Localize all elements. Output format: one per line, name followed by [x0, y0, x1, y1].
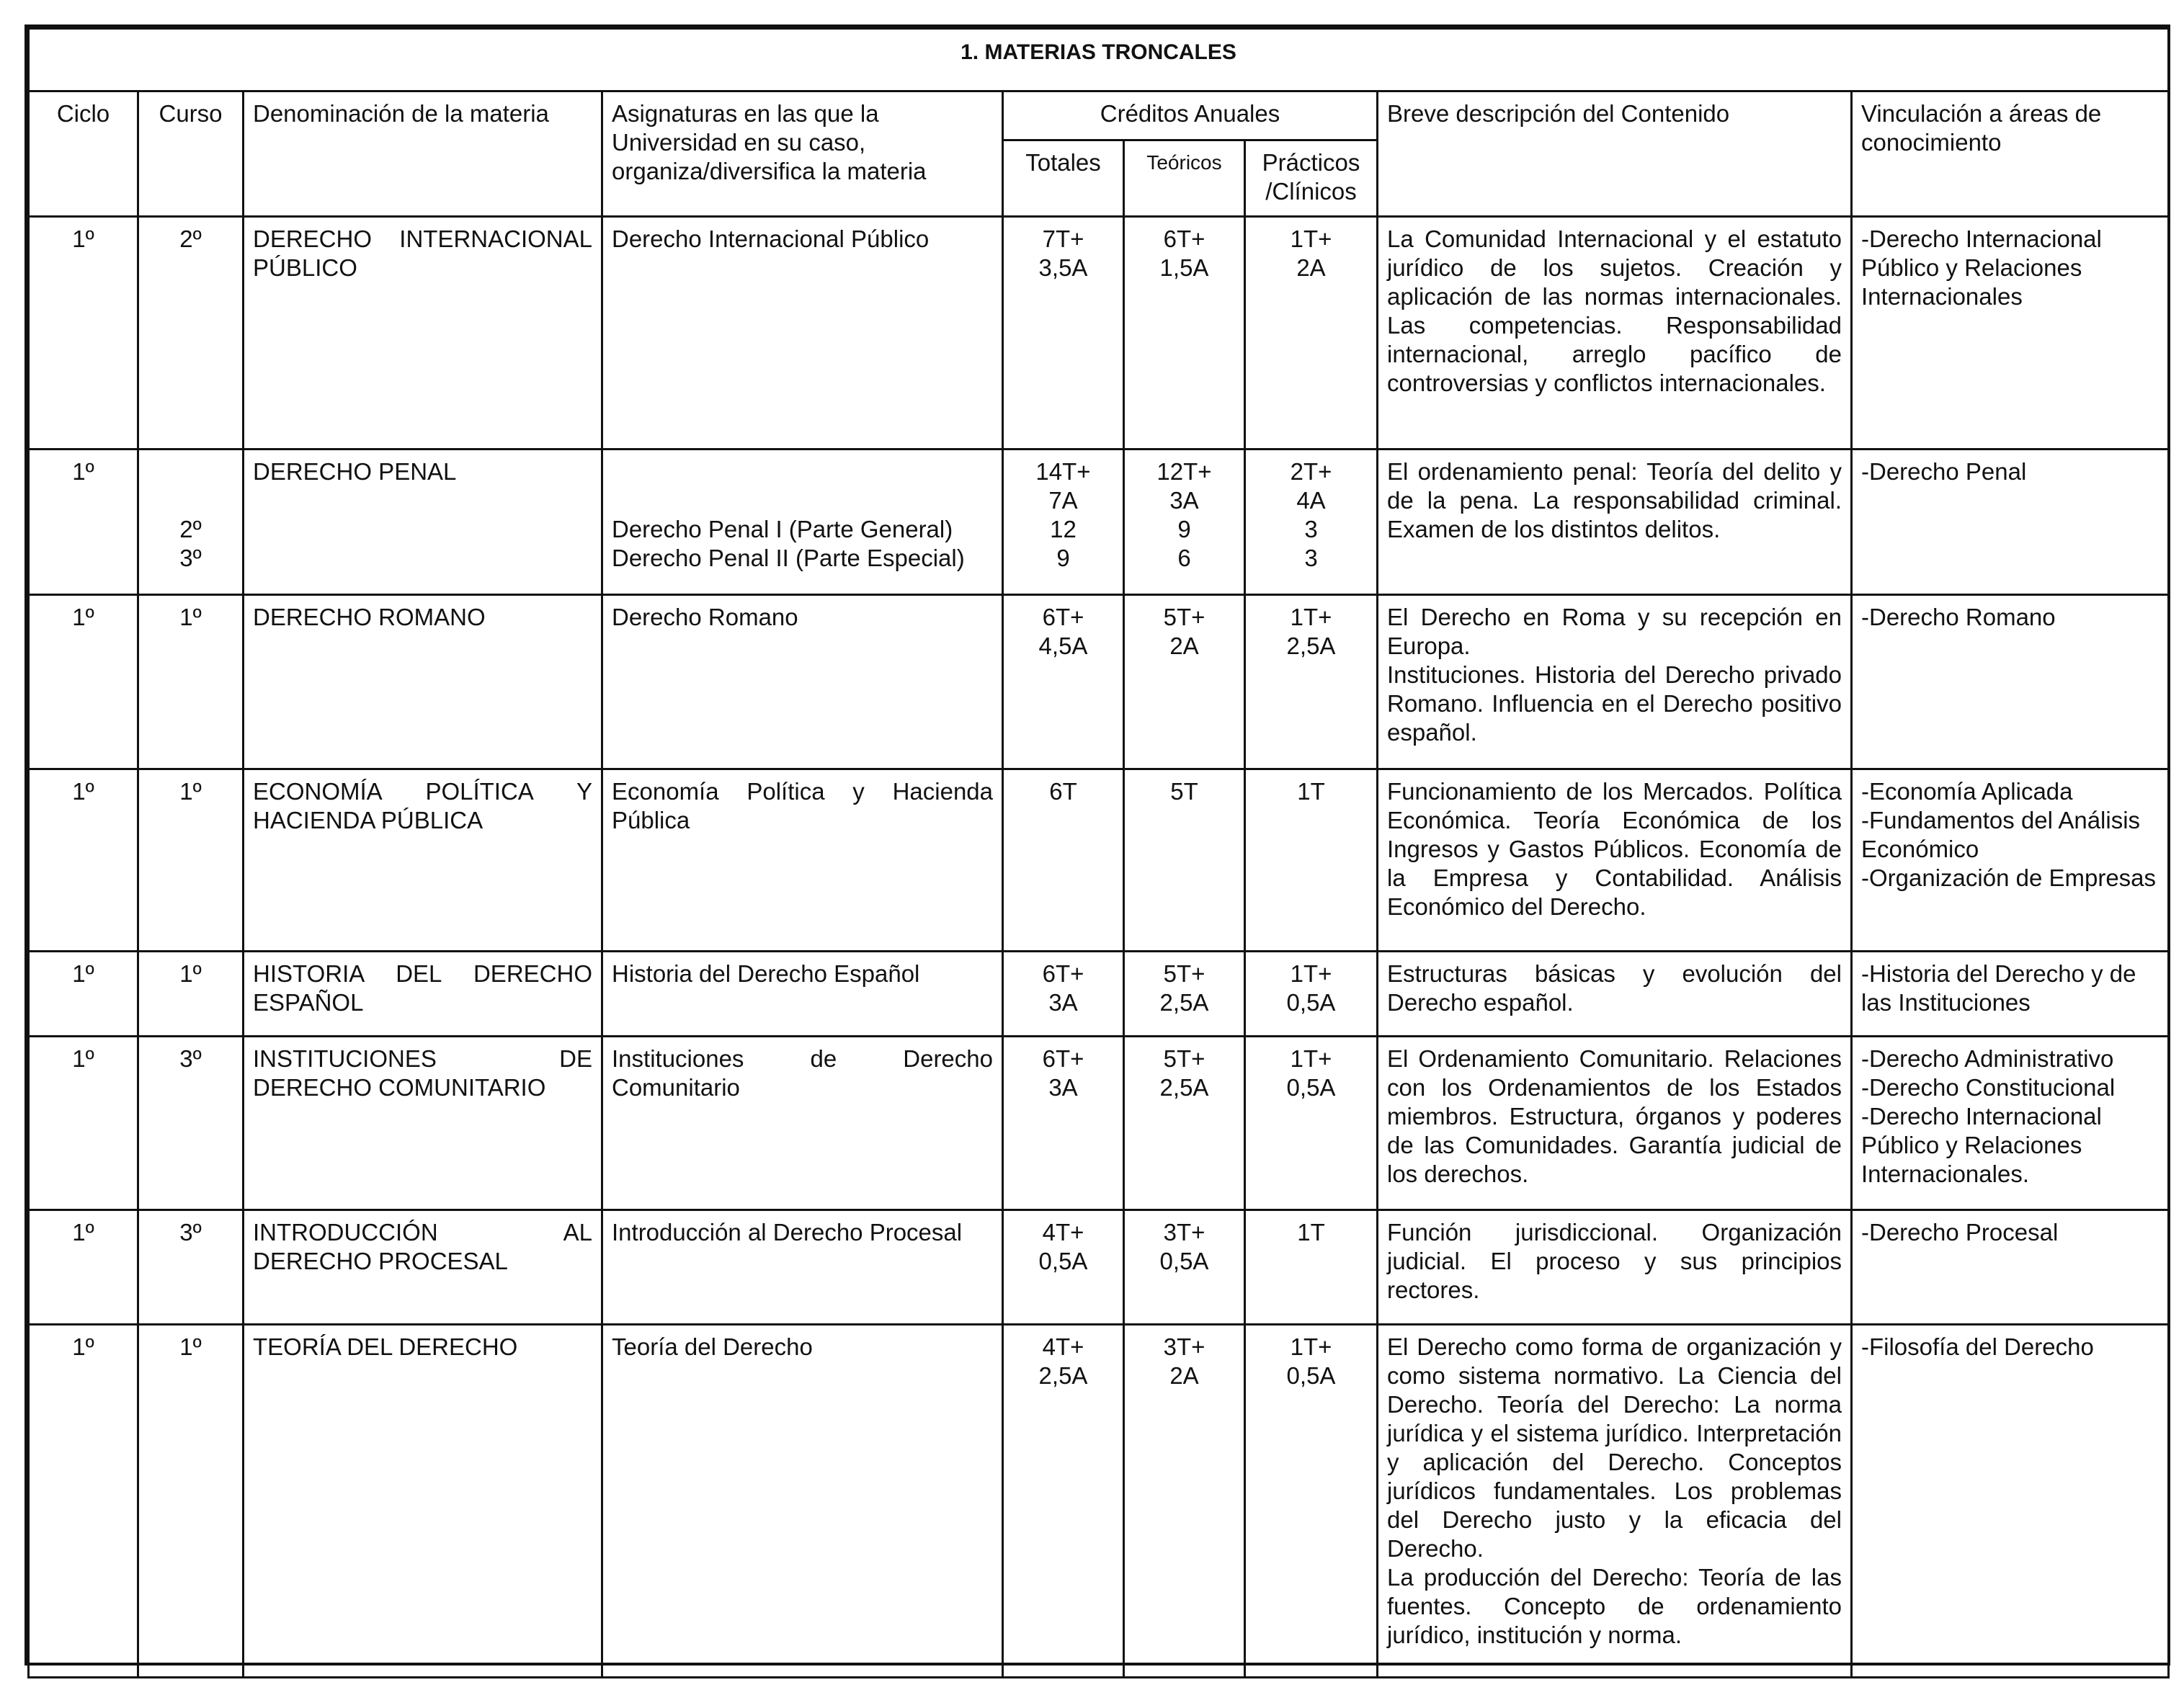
- cell-ciclo-line: 1º: [72, 1219, 94, 1246]
- cell-materia: [244, 1037, 602, 1210]
- cell-vinculacion-line: -Organización de Empresas: [1861, 864, 2157, 891]
- cell-practicos-line: 3: [1304, 545, 1318, 571]
- cell-totales-line: 0,5A: [1038, 1248, 1088, 1274]
- cell-ciclo: [29, 952, 138, 1037]
- cell-totales: [1003, 1037, 1124, 1210]
- cell-asignaturas: [602, 450, 1003, 595]
- cell-totales-line: 14T+: [1035, 458, 1091, 485]
- cell-teoricos-line: 5T: [1170, 778, 1198, 805]
- cell-descripcion: [1378, 595, 1852, 769]
- cell-vinculacion: [1852, 595, 2169, 769]
- cell-teoricos-line: 3A: [1169, 487, 1199, 514]
- cell-descripcion-line: Función jurisdiccional. Organización judicial. El proceso y sus principios rectores.: [1387, 1219, 1842, 1303]
- cell-practicos-line: 2T+: [1290, 458, 1332, 485]
- cell-totales-line: 6T+: [1042, 960, 1084, 987]
- cell-descripcion-line: El Derecho como forma de organización y como sistema normativo. La Ciencia del Derecho. Teoría del Derecho: La norma jurídica y el sistema jurídico. Interpretación y aplicación del Derecho. Conceptos jurídicos fundamentales. Los problemas del Derecho justo y la eficacia del Derecho.: [1387, 1333, 1842, 1562]
- cell-teoricos: [1124, 1210, 1245, 1325]
- cell-descripcion-line: Estructuras básicas y evolución del Derecho español.: [1387, 960, 1842, 1016]
- cell-teoricos-line: 2,5A: [1159, 1074, 1209, 1101]
- cell-vinculacion-line: -Historia del Derecho y de las Instituciones: [1861, 960, 2136, 1016]
- cell-vinculacion-line: -Derecho Penal: [1861, 458, 2027, 485]
- cell-asignaturas: [602, 769, 1003, 952]
- cell-vinculacion: [1852, 450, 2169, 595]
- cell-ciclo-line: 1º: [72, 778, 94, 805]
- cell-totales-line: 6T+: [1042, 604, 1084, 630]
- cell-practicos-line: 1T+: [1290, 1333, 1332, 1360]
- cell-totales-line: 7T+: [1042, 225, 1084, 252]
- table-row: [29, 1210, 2169, 1325]
- cell-practicos-line: 4A: [1296, 487, 1326, 514]
- cell-curso: [138, 1210, 244, 1325]
- table-row: [29, 769, 2169, 952]
- cell-ciclo: [29, 769, 138, 952]
- cell-curso-line: 1º: [179, 1333, 202, 1360]
- cell-descripcion-line: Instituciones. Historia del Derecho privado Romano. Influencia en el Derecho positivo español.: [1387, 661, 1842, 746]
- cell-ciclo-line: 1º: [72, 1045, 94, 1072]
- cell-asignaturas: [602, 1037, 1003, 1210]
- cell-asignaturas: [602, 952, 1003, 1037]
- cell-descripcion-line: El Derecho en Roma y su recepción en Europa.: [1387, 604, 1842, 659]
- cell-practicos: [1245, 217, 1378, 450]
- cell-curso: [138, 450, 244, 595]
- cell-totales-line: 9: [1056, 545, 1070, 571]
- cell-materia-line: ECONOMÍA POLÍTICA Y HACIENDA PÚBLICA: [253, 778, 592, 833]
- cell-vinculacion-line: -Filosofía del Derecho: [1861, 1333, 2094, 1360]
- cell-totales: [1003, 1210, 1124, 1325]
- cell-practicos: [1245, 595, 1378, 769]
- cell-totales-line: 3A: [1048, 1074, 1078, 1101]
- cell-totales: [1003, 450, 1124, 595]
- cell-practicos-line: 2,5A: [1286, 632, 1336, 659]
- cell-vinculacion-line: -Economía Aplicada: [1861, 778, 2073, 805]
- cell-practicos-line: 0,5A: [1286, 1362, 1336, 1389]
- cell-teoricos: [1124, 769, 1245, 952]
- cell-vinculacion-line: -Derecho Constitucional: [1861, 1074, 2116, 1101]
- header-curso: Curso: [138, 91, 244, 217]
- cell-asignaturas-line: [612, 457, 993, 486]
- cell-teoricos: [1124, 450, 1245, 595]
- cell-practicos-line: 1T: [1297, 1219, 1325, 1246]
- cell-ciclo: [29, 1037, 138, 1210]
- cell-ciclo-line: 1º: [72, 960, 94, 987]
- cell-asignaturas-line: Introducción al Derecho Procesal: [612, 1219, 963, 1246]
- cell-descripcion: [1378, 1037, 1852, 1210]
- cell-teoricos-line: 2A: [1169, 632, 1199, 659]
- cell-totales: [1003, 952, 1124, 1037]
- cell-ciclo-line: 1º: [72, 225, 94, 252]
- cell-practicos-line: 1T+: [1290, 604, 1332, 630]
- cell-materia: [244, 595, 602, 769]
- cell-descripcion: [1378, 1325, 1852, 1678]
- cell-curso-line: [148, 457, 233, 486]
- cell-ciclo: [29, 450, 138, 595]
- cell-teoricos: [1124, 952, 1245, 1037]
- cell-asignaturas-line: Derecho Romano: [612, 604, 798, 630]
- cell-materia-line: HISTORIA DEL DERECHO ESPAÑOL: [253, 960, 592, 1016]
- table-body: [29, 217, 2169, 1678]
- cell-asignaturas: [602, 595, 1003, 769]
- cell-teoricos-line: 0,5A: [1159, 1248, 1209, 1274]
- cell-practicos-line: 1T: [1297, 778, 1325, 805]
- cell-teoricos: [1124, 1325, 1245, 1678]
- cell-totales-line: 4T+: [1042, 1333, 1084, 1360]
- cell-descripcion-line: El ordenamiento penal: Teoría del delito y de la pena. La responsabilidad criminal. Examen de los distintos delitos.: [1387, 458, 1842, 542]
- cell-descripcion: [1378, 952, 1852, 1037]
- header-vinculacion: Vinculación a áreas de conocimiento: [1852, 91, 2169, 217]
- cell-totales-line: 3,5A: [1038, 254, 1088, 281]
- table-title: 1. MATERIAS TRONCALES: [29, 29, 2169, 91]
- table-row: [29, 217, 2169, 450]
- table-row: [29, 1325, 2169, 1678]
- cell-vinculacion: [1852, 1210, 2169, 1325]
- cell-totales: [1003, 769, 1124, 952]
- cell-materia-line: DERECHO INTERNACIONAL PÚBLICO: [253, 225, 592, 281]
- cell-curso-line: 1º: [179, 604, 202, 630]
- cell-teoricos: [1124, 217, 1245, 450]
- cell-curso-line: 1º: [179, 960, 202, 987]
- cell-curso-line: 3º: [179, 1219, 202, 1246]
- cell-teoricos-line: 6: [1177, 545, 1191, 571]
- cell-vinculacion-line: -Derecho Procesal: [1861, 1219, 2059, 1246]
- cell-teoricos-line: 1,5A: [1159, 254, 1209, 281]
- table-row: [29, 1037, 2169, 1210]
- cell-practicos-line: 1T+: [1290, 225, 1332, 252]
- cell-descripcion-line: El Ordenamiento Comunitario. Relaciones con los Ordenamientos de los Estados miembros. Estructura, órganos y poderes de las Comunidades. Garantía judicial de los derechos.: [1387, 1045, 1842, 1187]
- cell-asignaturas-line: Historia del Derecho Español: [612, 960, 920, 987]
- cell-vinculacion-line: -Fundamentos del Análisis Económico: [1861, 807, 2141, 862]
- cell-asignaturas-line: Teoría del Derecho: [612, 1333, 813, 1360]
- cell-ciclo: [29, 1210, 138, 1325]
- cell-totales-line: 4,5A: [1038, 632, 1088, 659]
- cell-totales-line: 6T+: [1042, 1045, 1084, 1072]
- cell-totales-line: 3A: [1048, 989, 1078, 1016]
- cell-ciclo: [29, 217, 138, 450]
- cell-curso: [138, 952, 244, 1037]
- cell-teoricos-line: 2,5A: [1159, 989, 1209, 1016]
- cell-asignaturas-line: Derecho Internacional Público: [612, 225, 930, 252]
- cell-ciclo-line: 1º: [72, 458, 94, 485]
- cell-curso: [138, 217, 244, 450]
- cell-curso-line: 1º: [179, 778, 202, 805]
- header-denominacion: Denominación de la materia: [244, 91, 602, 217]
- cell-materia-line: DERECHO ROMANO: [253, 604, 486, 630]
- cell-curso-line: 3º: [179, 1045, 202, 1072]
- cell-curso-line: [148, 486, 233, 515]
- cell-totales: [1003, 1325, 1124, 1678]
- cell-materia-line: INSTITUCIONES DE DERECHO COMUNITARIO: [253, 1045, 592, 1101]
- cell-ciclo-line: 1º: [72, 1333, 94, 1360]
- header-asignaturas: Asignaturas en las que la Universidad en su caso, organiza/diversifica la materia: [602, 91, 1003, 217]
- cell-teoricos-line: 2A: [1169, 1362, 1199, 1389]
- document-page: [24, 24, 2170, 1666]
- cell-asignaturas-line: Derecho Penal II (Parte Especial): [612, 545, 965, 571]
- header-practicos: Prácticos /Clínicos: [1245, 140, 1378, 217]
- cell-asignaturas-line: [612, 486, 993, 515]
- cell-practicos: [1245, 1037, 1378, 1210]
- cell-ciclo: [29, 1325, 138, 1678]
- header-totales: Totales: [1003, 140, 1124, 217]
- cell-vinculacion: [1852, 1037, 2169, 1210]
- header-ciclo: Ciclo: [29, 91, 138, 217]
- cell-vinculacion: [1852, 769, 2169, 952]
- cell-practicos-line: 0,5A: [1286, 989, 1336, 1016]
- cell-materia: [244, 1210, 602, 1325]
- table-row: [29, 595, 2169, 769]
- cell-totales-line: 12: [1050, 516, 1077, 542]
- cell-curso: [138, 1325, 244, 1678]
- cell-curso: [138, 595, 244, 769]
- cell-totales-line: 7A: [1048, 487, 1078, 514]
- cell-curso-line: 3º: [179, 545, 202, 571]
- cell-practicos: [1245, 1325, 1378, 1678]
- cell-curso-line: 2º: [179, 225, 202, 252]
- cell-totales-line: 4T+: [1042, 1219, 1084, 1246]
- cell-practicos-line: 1T+: [1290, 960, 1332, 987]
- cell-vinculacion-line: -Derecho Internacional Público y Relaciones Internacionales.: [1861, 1103, 2102, 1187]
- cell-vinculacion: [1852, 1325, 2169, 1678]
- cell-totales: [1003, 217, 1124, 450]
- cell-ciclo-line: 1º: [72, 604, 94, 630]
- cell-teoricos-line: 6T+: [1163, 225, 1205, 252]
- cell-practicos: [1245, 952, 1378, 1037]
- cell-practicos-line: 0,5A: [1286, 1074, 1336, 1101]
- cell-materia: [244, 952, 602, 1037]
- cell-totales-line: 6T: [1049, 778, 1077, 805]
- cell-vinculacion-line: -Derecho Romano: [1861, 604, 2056, 630]
- cell-teoricos-line: 3T+: [1163, 1333, 1205, 1360]
- cell-teoricos: [1124, 1037, 1245, 1210]
- materias-troncales-table: [27, 27, 2170, 1678]
- cell-practicos: [1245, 450, 1378, 595]
- cell-teoricos-line: 5T+: [1163, 604, 1205, 630]
- cell-vinculacion: [1852, 952, 2169, 1037]
- cell-descripcion-line: La Comunidad Internacional y el estatuto jurídico de los sujetos. Creación y aplicación de las normas internacionales. Las competencias. Responsabilidad internacional, arreglo pacífico de controversias y conflictos internacionales.: [1387, 225, 1842, 396]
- cell-teoricos-line: 5T+: [1163, 960, 1205, 987]
- cell-practicos-line: 2A: [1296, 254, 1326, 281]
- cell-teoricos-line: 9: [1177, 516, 1191, 542]
- cell-materia-line: TEORÍA DEL DERECHO: [253, 1333, 518, 1360]
- cell-curso-line: 2º: [179, 516, 202, 542]
- cell-practicos-line: 3: [1304, 516, 1318, 542]
- cell-materia: [244, 450, 602, 595]
- cell-curso: [138, 1037, 244, 1210]
- table-row: [29, 952, 2169, 1037]
- cell-vinculacion-line: -Derecho Internacional Público y Relaciones Internacionales: [1861, 225, 2102, 310]
- cell-teoricos: [1124, 595, 1245, 769]
- cell-teoricos-line: 3T+: [1163, 1219, 1205, 1246]
- cell-totales-line: 2,5A: [1038, 1362, 1088, 1389]
- cell-descripcion: [1378, 1210, 1852, 1325]
- cell-materia: [244, 769, 602, 952]
- cell-materia: [244, 1325, 602, 1678]
- cell-ciclo: [29, 595, 138, 769]
- cell-asignaturas-line: Economía Política y Hacienda Pública: [612, 778, 993, 833]
- cell-totales: [1003, 595, 1124, 769]
- cell-descripcion-line: Funcionamiento de los Mercados. Política Económica. Teoría Económica de los Ingresos y Gastos Públicos. Economía de la Empresa y Contabilidad. Análisis Económico del Derecho.: [1387, 778, 1842, 920]
- cell-vinculacion: [1852, 217, 2169, 450]
- cell-descripcion: [1378, 450, 1852, 595]
- header-descripcion: Breve descripción del Contenido: [1378, 91, 1852, 217]
- cell-materia: [244, 217, 602, 450]
- header-teoricos: Teóricos: [1124, 140, 1245, 217]
- cell-practicos: [1245, 769, 1378, 952]
- cell-asignaturas-line: Derecho Penal I (Parte General): [612, 516, 953, 542]
- header-creditos: Créditos Anuales: [1003, 91, 1378, 140]
- cell-teoricos-line: 5T+: [1163, 1045, 1205, 1072]
- cell-materia-line: INTRODUCCIÓN AL DERECHO PROCESAL: [253, 1219, 592, 1274]
- cell-vinculacion-line: -Derecho Administrativo: [1861, 1045, 2114, 1072]
- cell-asignaturas: [602, 1325, 1003, 1678]
- cell-teoricos-line: 12T+: [1156, 458, 1212, 485]
- cell-materia-line: DERECHO PENAL: [253, 458, 457, 485]
- cell-descripcion: [1378, 769, 1852, 952]
- cell-asignaturas: [602, 1210, 1003, 1325]
- cell-descripcion-line: La producción del Derecho: Teoría de las fuentes. Concepto de ordenamiento jurídico, institución y norma.: [1387, 1564, 1842, 1648]
- cell-asignaturas-line: Instituciones de Derecho Comunitario: [612, 1045, 993, 1101]
- table-row: [29, 450, 2169, 595]
- cell-practicos: [1245, 1210, 1378, 1325]
- cell-descripcion: [1378, 217, 1852, 450]
- cell-curso: [138, 769, 244, 952]
- cell-practicos-line: 1T+: [1290, 1045, 1332, 1072]
- cell-asignaturas: [602, 217, 1003, 450]
